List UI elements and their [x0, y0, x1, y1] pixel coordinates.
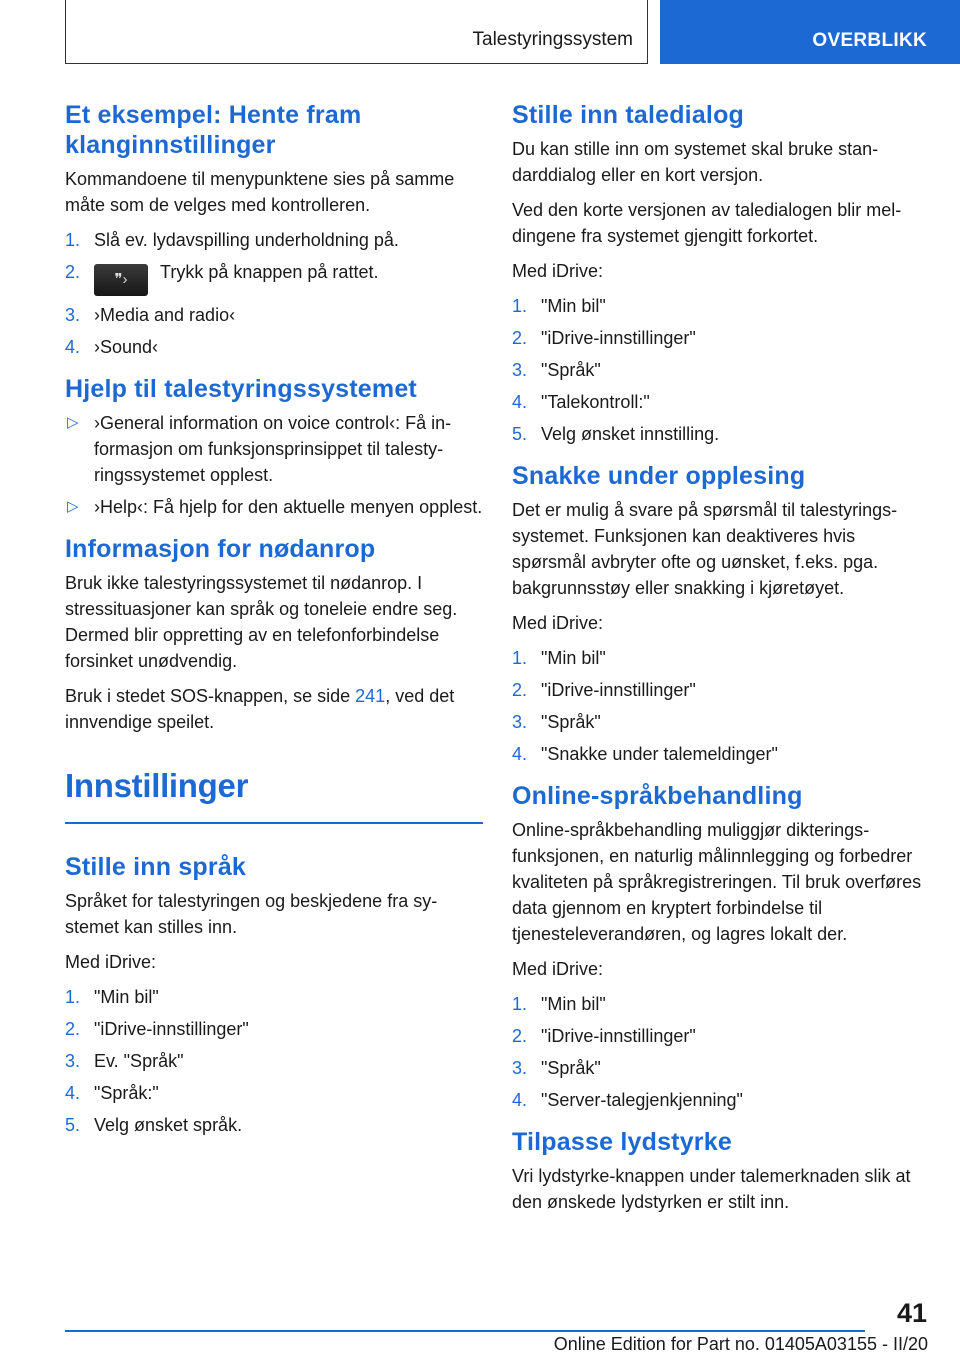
list-item: 1. "Min bil": [512, 994, 606, 1014]
triangle-bullet-icon: ▷: [67, 414, 79, 431]
dialog-steps: [512, 293, 932, 447]
barge-in-heading: Snakke under opplesing: [512, 462, 806, 490]
dialog-paragraph-1: Du kan stille inn om systemet skal bruke standarddialog eller en kort versjon.: [512, 139, 879, 185]
list-item: [65, 302, 483, 328]
page-link[interactable]: 241: [355, 686, 386, 706]
help-list: [65, 410, 483, 520]
left-column: [65, 100, 483, 1152]
step-number: 2.: [65, 262, 81, 282]
step-number: 4.: [65, 337, 81, 357]
right-column: [512, 100, 932, 1224]
dialog-heading: Stille inn taledialog: [512, 101, 745, 129]
list-item: 2. "iDrive-innstillinger": [512, 680, 696, 700]
list-item: 4. "Talekontroll:": [512, 392, 650, 412]
voice-command-button-icon: ❞›: [94, 264, 148, 296]
list-item: 5. Velg ønsket språk.: [65, 1114, 243, 1135]
list-item: 1. "Min bil": [65, 986, 159, 1007]
step-text: Trykk på knappen på rattet.: [160, 262, 379, 282]
list-item: 2. "iDrive-innstillinger": [512, 328, 696, 348]
list-item: [65, 259, 483, 296]
step-number: 1.: [65, 230, 81, 250]
step-text: ›Sound‹: [94, 337, 159, 357]
online-steps: [512, 991, 932, 1113]
header-chapter-tab[interactable]: [660, 0, 960, 64]
list-item: 5. Velg ønsket innstilling.: [512, 424, 720, 444]
language-heading: Stille inn språk: [65, 852, 247, 881]
example-heading: Et eksempel: Hente fram klanginnstillinger: [65, 101, 362, 159]
list-item: [65, 227, 483, 253]
idrive-label: Med iDrive:: [512, 959, 604, 979]
list-item: 3. "Språk": [512, 712, 601, 732]
list-item: 4. "Snakke under talemeldinger": [512, 744, 778, 764]
footer-divider: [65, 1330, 865, 1332]
emergency-heading: Informasjon for nødanrop: [65, 535, 376, 563]
heading-divider: [65, 822, 483, 824]
list-item: 3. "Språk": [512, 360, 601, 380]
page-number: 41: [896, 1298, 927, 1328]
header-section-box: [65, 0, 648, 64]
list-item: 2. "iDrive-innstillinger": [65, 1018, 249, 1039]
footer-edition: Online Edition for Part no. 01405A03155 - II/20: [553, 1334, 928, 1354]
emergency-paragraph: Bruk ikke talestyringssystemet til nødanrop. I stressituasjoner kan språk og toneleie endre seg. Dermed blir oppretting av en telefonforbindelse forsinket unødvendig.: [65, 573, 458, 671]
list-item: 3. "Språk": [512, 1058, 601, 1078]
volume-paragraph: Vri lydstyrke-knappen under talemerknaden slik at den ønskede lydstyrken er stilt inn.: [512, 1166, 911, 1212]
list-item: 4. "Server-talegjenkjenning": [512, 1090, 743, 1110]
list-item: 3. Ev. "Språk": [65, 1050, 184, 1071]
list-item: [65, 410, 483, 488]
triangle-bullet-icon: ▷: [67, 498, 79, 515]
section-title: Talestyringssystem: [472, 29, 633, 50]
emergency-sos-paragraph: Bruk i stedet SOS-knappen, se side 241, ved det innvendige speilet.: [65, 686, 455, 732]
list-item: 4. "Språk:": [65, 1082, 159, 1103]
help-heading: Hjelp til talestyringssystemet: [65, 375, 417, 403]
online-paragraph: Online-språkbehandling muliggjør dikteringsfunksjonen, en naturlig målinnlegging og forbedrer kvaliteten på språkregistreringen. Til bruk overføres data gjennom en kryptert forbindelse til tjenesteleverandøren, og lagres lokalt der.: [512, 820, 922, 944]
list-item: 1. "Min bil": [512, 648, 606, 668]
list-item: [65, 334, 483, 360]
idrive-label: Med iDrive:: [512, 613, 604, 633]
list-item: [65, 494, 483, 520]
volume-heading: Tilpasse lydstyrke: [512, 1128, 732, 1156]
help-item-text: ›Help‹: Få hjelp for den aktuelle menyen opplest.: [94, 497, 483, 517]
language-intro: Språket for talestyringen og beskjedene fra systemet kan stilles inn.: [65, 890, 438, 937]
idrive-label: Med iDrive:: [512, 261, 604, 281]
step-text: Slå ev. lydavspilling underholdning på.: [94, 230, 399, 250]
idrive-label: Med iDrive:: [65, 951, 157, 972]
settings-heading: Innstillinger: [65, 767, 249, 804]
list-item: 1. "Min bil": [512, 296, 606, 316]
example-intro: Kommandoene til menypunktene sies på samme måte som de velges med kontrolleren.: [65, 169, 455, 215]
language-steps: [65, 984, 483, 1138]
list-item: 2. "iDrive-innstillinger": [512, 1026, 696, 1046]
chapter-title: OVERBLIKK: [812, 30, 927, 51]
online-heading: Online-språkbehandling: [512, 782, 803, 810]
barge-in-steps: [512, 645, 932, 767]
dialog-paragraph-2: Ved den korte versjonen av taledialogen blir meldingene fra systemet gjengitt forkortet.: [512, 200, 902, 246]
example-steps: [65, 227, 483, 360]
help-item-text: ›General information on voice control‹: Få informasjon om funksjonsprinsippet til talestyringssystemet opplest.: [94, 413, 452, 485]
step-text: ›Media and radio‹: [94, 305, 236, 325]
step-number: 3.: [65, 305, 81, 325]
barge-in-paragraph: Det er mulig å svare på spørsmål til talestyringssystemet. Funksjonen kan deaktiveres hvis spørsmål avbryter ofte og uønsket, f.eks. pga. bakgrunnsstøy eller snakking i kjøretøyet.: [512, 500, 898, 598]
